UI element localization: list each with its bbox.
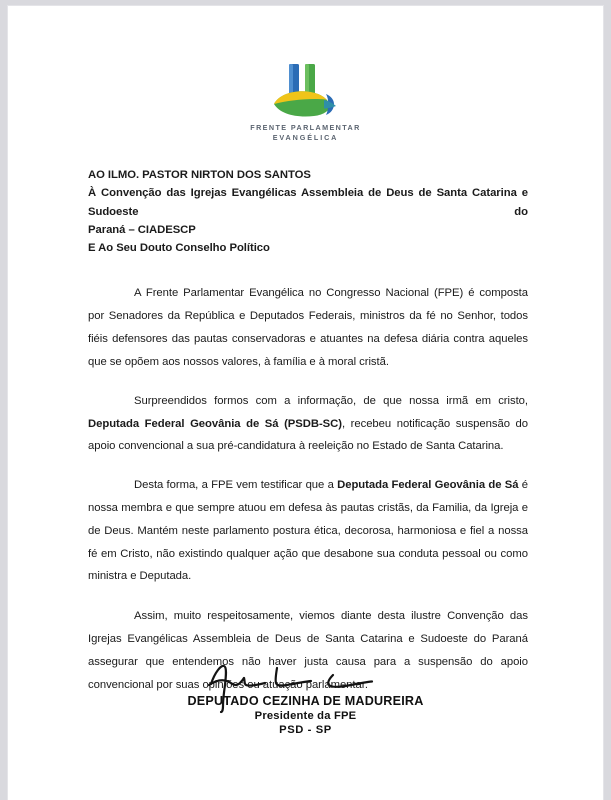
- paragraph-3: [88, 474, 528, 588]
- signature-name: DEPUTADO CEZINHA DE MADUREIRA: [187, 694, 424, 708]
- paragraph-3-emphasis: Deputada Federal Geovânia de Sá: [337, 479, 519, 492]
- addressee-line-2: À Convenção das Igrejas Evangélicas Assembleia de Deus de Santa Catarina e Sudoeste do: [88, 187, 528, 218]
- addressee-line-3: Paraná – CIADESCP: [88, 223, 196, 236]
- logo-caption-line1: FRENTE PARLAMENTAR: [250, 123, 361, 132]
- letterhead-logo: [8, 58, 603, 144]
- paragraph-1: A Frente Parlamentar Evangélica no Congresso Nacional (FPE) é composta por Senadores da República e Deputados Federais, ministros da fé no Senhor, todos fiéis defensores das pautas conservadoras e atuantes na defesa diária contra aqueles que se opõem aos nossos valores, à família e à moral cristã.: [88, 287, 528, 368]
- addressee-line-1: AO ILMO. PASTOR NIRTON DOS SANTOS: [88, 169, 311, 181]
- frente-parlamentar-evangelica-logo-icon: [260, 58, 352, 120]
- paragraph-2-text-after: , recebeu notificação suspensão do apoio convencional a sua pré-candidatura à reeleição no Estado de Santa Catarina.: [88, 417, 528, 453]
- paragraph-3-text-before: Desta forma, a FPE vem testificar que a: [134, 479, 338, 492]
- logo-caption: [250, 123, 360, 144]
- paragraph-4: Assim, muito respeitosamente, viemos diante desta ilustre Convenção das Igrejas Evangélicas Assembleia de Deus de Santa Catarina e Sudoeste do Paraná assegurar que entendemos não haver justa causa para a suspensão do apoio convencional por suas opiniões ou atuação parlamentar.: [88, 610, 528, 691]
- paragraph-2: [88, 390, 528, 458]
- addressee-line-4: E Ao Seu Douto Conselho Político: [88, 242, 270, 255]
- signature-party: PSD - SP: [279, 724, 332, 736]
- signature-scrawl: [8, 654, 603, 698]
- paragraph-3-text-after: é nossa membra e que sempre atuou em defesa às pautas cristãs, da Familia, da Igreja e de Deus. Mantém neste parlamento postura ética, decorosa, harmoniosa e fiel a nossa fé em Cristo, não existindo qualquer ação que desabone sua conduta pessoal ou como ministra e Deputada.: [88, 479, 528, 583]
- document-body: [88, 166, 528, 696]
- logo-caption-line2: EVANGÉLICA: [272, 133, 339, 143]
- addressee-block: [88, 166, 528, 257]
- paragraph-2-emphasis: Deputada Federal Geovânia de Sá (PSDB-SC): [88, 417, 342, 430]
- paragraph-2-text-before: Surpreendidos formos com a informação, de que nossa irmã em cristo,: [134, 394, 528, 407]
- handwritten-signature-icon: [181, 654, 431, 714]
- signature-block: [8, 654, 603, 736]
- signature-role: Presidente da FPE: [254, 710, 357, 722]
- document-page: [8, 6, 603, 800]
